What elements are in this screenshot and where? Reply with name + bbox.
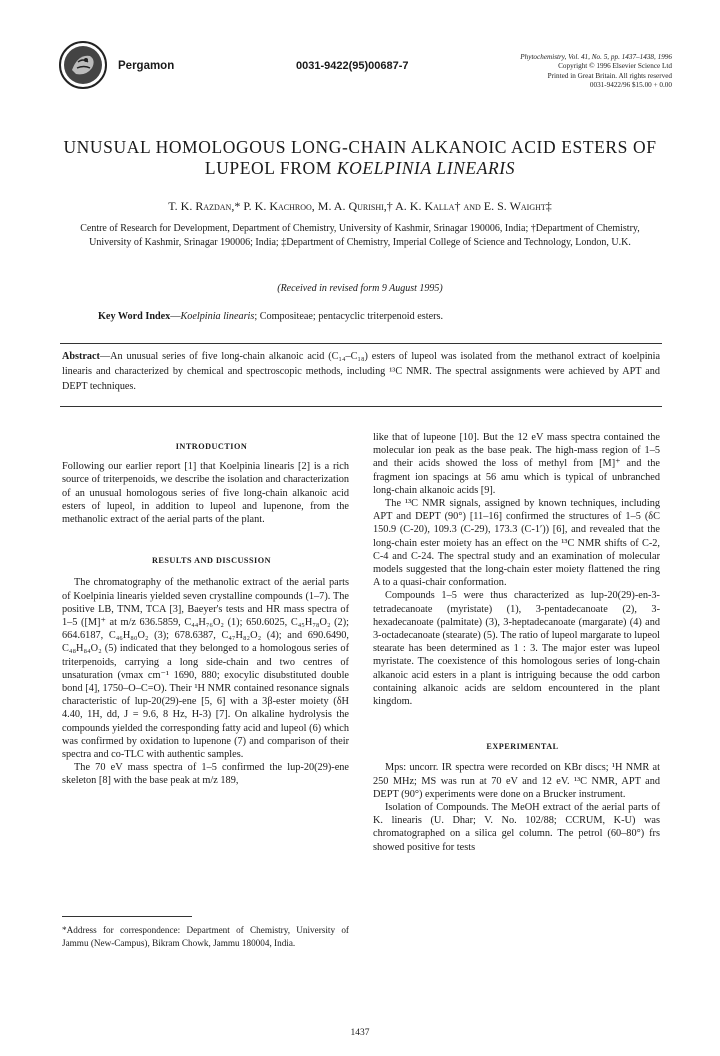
right-column [373,431,660,854]
keyword-species: Koelpinia linearis [180,311,255,322]
results-paragraph-2: The 70 eV mass spectra of 1–5 confirmed the lup-20(29)-ene skeleton [8] with the base peak at m/z 189, [62,762,349,787]
article-title [40,137,680,179]
abstract-top-rule [60,343,662,344]
affiliation: Centre of Research for Development, Department of Chemistry, University of Kashmir, Srinagar 190006, India; †Department of Chemistry, University of Kashmir, Srinagar 190006; India; ‡Department of Chemistry, Imperial College of Science and Technology, London, U.K. [80,223,640,249]
results-paragraph-1: The chromatography of the methanolic extract of the aerial parts of Koelpinia linearis yielded seven crystalline compounds (1–7). The positive LB, TNM, TCA [3], Baeyer's tests and HR mass spectra of 1–5 ([M]⁺ at m/z 636.5859, C₄₄H₇₆O₂ (1); 650.6025, C₄₅H₇₈O₂ (2); 664.6187, C₄₆H₈₀O₂ (3); 678.6387, C₄₇H₈₂O₂ (4); and 690.6490, C₄₈H₈₄O₂ (5) indicated that they belonged to a homologous series of triterpenoids, carrying a long side-chain and two centres of unsaturation (νmax cm⁻¹ 1690, 880; exocylic disubstituted double bond [4], 1750–O–C=O). Their ¹H NMR contained resonance signals characteristic of lup-20(29)-ene [5, 6] with a 3β-ester moiety (δH 4.40, 1H, dd, J = 9.6, 8 Hz, H-3) [7]. On alkaline hydrolysis the compounds yielded the corresponding fatty acid and lupeol (6) which was confirmed by oxidation to lupenone (7) and comparison of their spectra and co-TLC with authentic samples. [62,577,349,761]
right-paragraph-2: Compounds 1–5 were thus characterized as lup-20(29)-en-3-tetradecanoate (myristate) (1), 3-pentadecanoate (2), 3-hexadecanoate (palmitate) (3), 3-heptadecanoate (margarate) (4) and 3-octadecanoate (stearate) (5). The ratio of lupeol margarate to lupeol stearate has been determined as 1 : 3. The major ester was lupeol myristate. The coexistence of this homologous series of long-chain alkanoic acid esters in a plant is intriguing because the odd carbon containing alkanoic acids are seldom encountered in the plant kingdom. [373,590,660,708]
rights: Printed in Great Britain. All rights reserved [547,71,672,80]
page-header [58,40,672,100]
footnote-rule [62,916,192,917]
publisher-name: Pergamon [118,60,175,72]
right-paragraph-0: like that of lupeone [10]. But the 12 eV mass spectra contained the molecular ion peak as the base peak. The high-mass region of 1–5 and their acids showed the loss of methyl from [M]⁺ and the fragment ion spacings at 56 amu which is typical of unbranched long-chain alkanoic acids [9]. [373,432,660,496]
publisher-logo-icon [58,40,108,90]
results-heading: RESULTS AND DISCUSSION [152,556,271,566]
title-line-1: UNUSUAL HOMOLOGOUS LONG-CHAIN ALKANOIC ACID ESTERS OF [63,137,657,157]
abstract [62,349,660,394]
abstract-bottom-rule [60,406,662,407]
page-number: 1437 [350,1028,370,1038]
authors: T. K. Razdan,* P. K. Kachroo, M. A. Qurishi,† A. K. Kalla† and E. S. Waight‡ [168,199,552,213]
received-date: (Received in revised form 9 August 1995) [277,283,443,294]
experimental-heading: EXPERIMENTAL [486,742,559,752]
keyword-index: Key Word Index—Koelpinia linearis; Compositeae; pentacyclic triterpenoid esters. [98,311,444,322]
left-column [62,440,349,788]
copyright: Copyright © 1996 Elsevier Science Ltd [558,62,672,71]
right-paragraph-1: The ¹³C NMR signals, assigned by known techniques, including APT and DEPT (90°) [11–16] confirmed the structures of 1–5 (δC 150.9 (C-20), 109.3 (C-29), 173.3 (C-1′)) [6], and revealed that the long-chain ester moiety has an effect on the ¹³C NMR shifts of C-2, C-4 and C-24. The spectral study and an examination of molecular models suggested that the long-chain ester moiety flattened the ring A to a quasi-chair conformation. [373,498,660,589]
abstract-text: —An unusual series of five long-chain alkanoic acid (C₁₄–C₁₈) esters of lupeol was isolated from the methanol extract of koelpinia linearis and characterized by chemical and spectroscopic methods, including ¹³C NMR. The spectral assignments were achieved by APT and DEPT techniques. [62,351,660,392]
journal-info [520,53,672,90]
footnote: *Address for correspondence: Department of Chemistry, University of Jammu (New-Campus), Bikram Chowk, Jammu 180004, India. [62,925,349,948]
issn-price: 0031-9422/96 $15.00 + 0.00 [589,80,672,89]
doi: 0031-9422(95)00687-7 [296,60,409,72]
intro-paragraph: Following our earlier report [1] that Koelpinia linearis [2] is a rich source of triterpenoids, we describe the isolation and characterization of an unusual homologous series of five long-chain alkanoic acid esters of lupeol, in addition to lupeol and lupenone, from the methanolic extract of the aerial parts of the plant. [62,461,349,526]
abstract-label: Abstract [62,351,100,362]
keyword-rest: ; Compositeae; pentacyclic triterpenoid esters. [254,311,444,322]
title-line-2: LUPEOL FROM KOELPINIA LINEARIS [204,158,516,178]
experimental-paragraph-1: Mps: uncorr. IR spectra were recorded on KBr discs; ¹H NMR at 250 MHz; MS was run at 70 eV and 12 eV. ¹³C NMR, APT and DEPT (90°) experiments were done on a Brucker instrument. [373,762,660,800]
journal-citation: Phytochemistry, Vol. 41, No. 5, pp. 1437–1438, 1996 [520,53,672,61]
keyword-label: Key Word Index [98,311,171,322]
intro-heading: INTRODUCTION [175,442,248,451]
experimental-paragraph-2: Isolation of Compounds. The MeOH extract of the aerial parts of K. linearis (U. Dhar; V. No. 102/88; CCRUM, K-U) was chromatographed on a silica gel column. The petrol (60–80°) frs showed positive for tests [373,802,660,853]
